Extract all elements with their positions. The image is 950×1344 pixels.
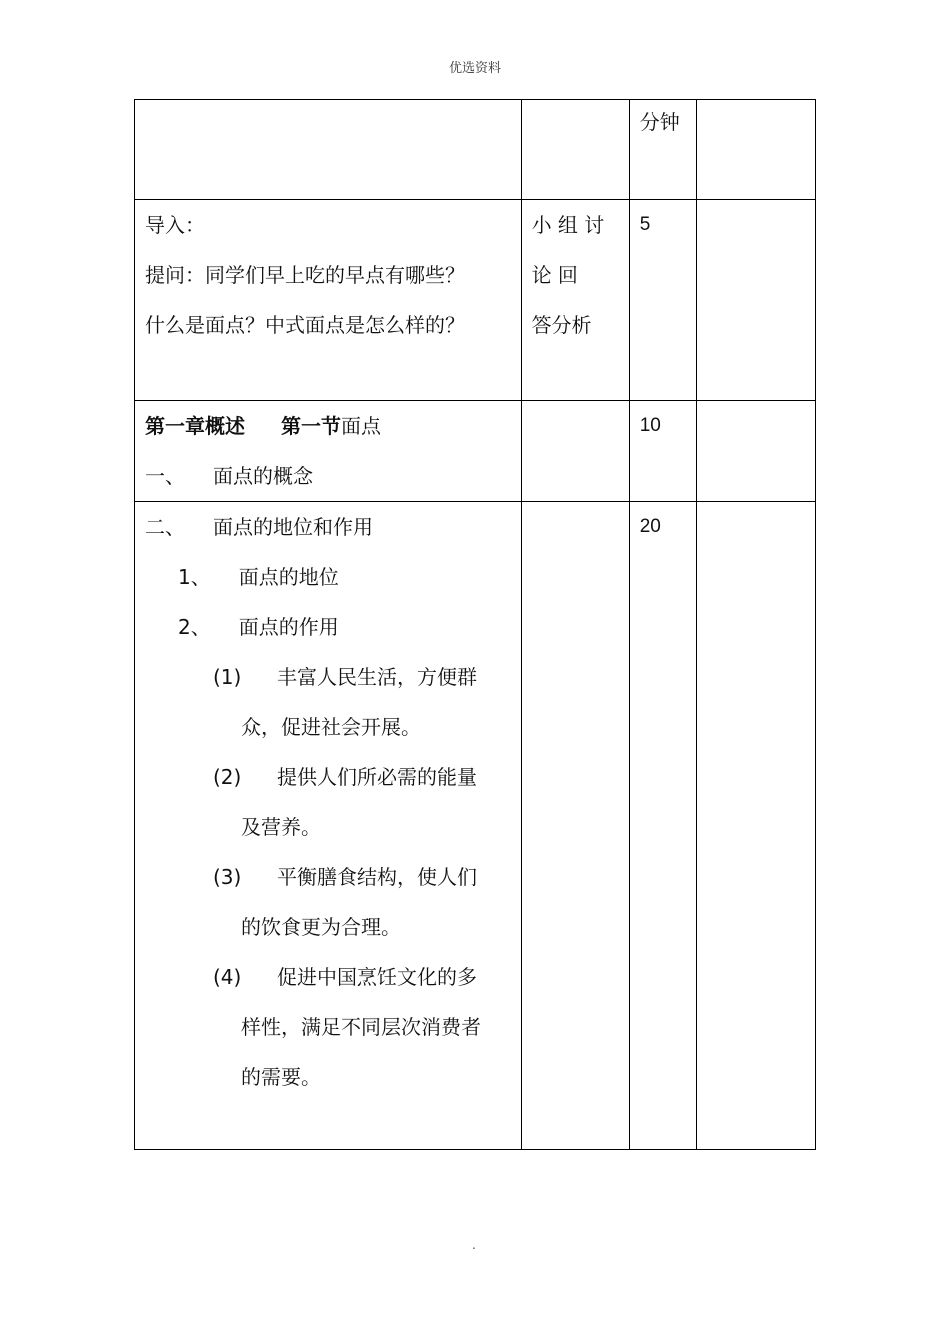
sub-number: 1、 — [178, 565, 211, 589]
sub-text: 面点的地位 — [238, 565, 339, 589]
notes-cell — [696, 200, 815, 401]
content-cell — [135, 100, 522, 200]
content-cell — [135, 502, 522, 1150]
point-text: 提供人们所必需的能量 — [277, 765, 477, 789]
point-number: (4) — [213, 965, 242, 989]
point-continuation: 的需要。 — [241, 1065, 321, 1089]
intro-label: 导入： — [145, 213, 205, 237]
section-title: 面点 — [341, 414, 381, 438]
point-number: (2) — [213, 765, 242, 789]
chapter-title: 第一章概述 — [145, 414, 245, 438]
method-line: 小 组 讨 — [531, 213, 605, 237]
sub-text: 面点的作用 — [238, 615, 339, 639]
heading-text: 面点的地位和作用 — [213, 515, 373, 539]
heading-number: 二、 — [145, 515, 185, 539]
sub-number: 2、 — [178, 615, 211, 639]
section-number: 第一节 — [281, 414, 341, 438]
intro-question-1: 提问：同学们早上吃的早点有哪些？ — [145, 263, 465, 287]
method-cell — [521, 100, 629, 200]
lesson-plan-table — [134, 99, 816, 1150]
time-cell — [629, 200, 696, 401]
time-value: 5 — [639, 214, 651, 235]
point-text: 促进中国烹饪文化的多 — [277, 965, 477, 989]
table-row — [135, 401, 816, 502]
page-header: 优选资料 — [448, 61, 501, 76]
notes-cell — [696, 401, 815, 502]
point-continuation: 及营养。 — [241, 815, 321, 839]
table-row — [135, 200, 816, 401]
table-row — [135, 100, 816, 200]
point-continuation: 的饮食更为合理。 — [241, 915, 401, 939]
time-cell — [629, 502, 696, 1150]
method-cell — [521, 401, 629, 502]
time-cell — [629, 401, 696, 502]
point-continuation: 众，促进社会开展。 — [241, 715, 421, 739]
notes-cell — [696, 502, 815, 1150]
method-line: 答分析 — [531, 313, 592, 337]
time-value: 20 — [639, 516, 661, 537]
point-number: (3) — [213, 865, 242, 889]
intro-question-2: 什么是面点？中式面点是怎么样的？ — [145, 313, 465, 337]
notes-cell — [696, 100, 815, 200]
page-footer: . — [472, 1238, 476, 1252]
point-continuation: 样性，满足不同层次消费者 — [241, 1015, 481, 1039]
point-text: 丰富人民生活，方便群 — [277, 665, 477, 689]
content-cell — [135, 200, 522, 401]
time-unit: 分钟 — [639, 110, 680, 134]
method-line: 论 回 — [531, 263, 578, 287]
method-cell — [521, 200, 629, 401]
time-value: 10 — [639, 415, 661, 436]
time-cell — [629, 100, 696, 200]
method-cell — [521, 502, 629, 1150]
table-row — [135, 502, 816, 1150]
item-number: 一、 — [145, 464, 185, 488]
content-cell — [135, 401, 522, 502]
point-text: 平衡膳食结构，使人们 — [277, 865, 477, 889]
item-text: 面点的概念 — [213, 464, 313, 488]
point-number: (1) — [213, 665, 242, 689]
